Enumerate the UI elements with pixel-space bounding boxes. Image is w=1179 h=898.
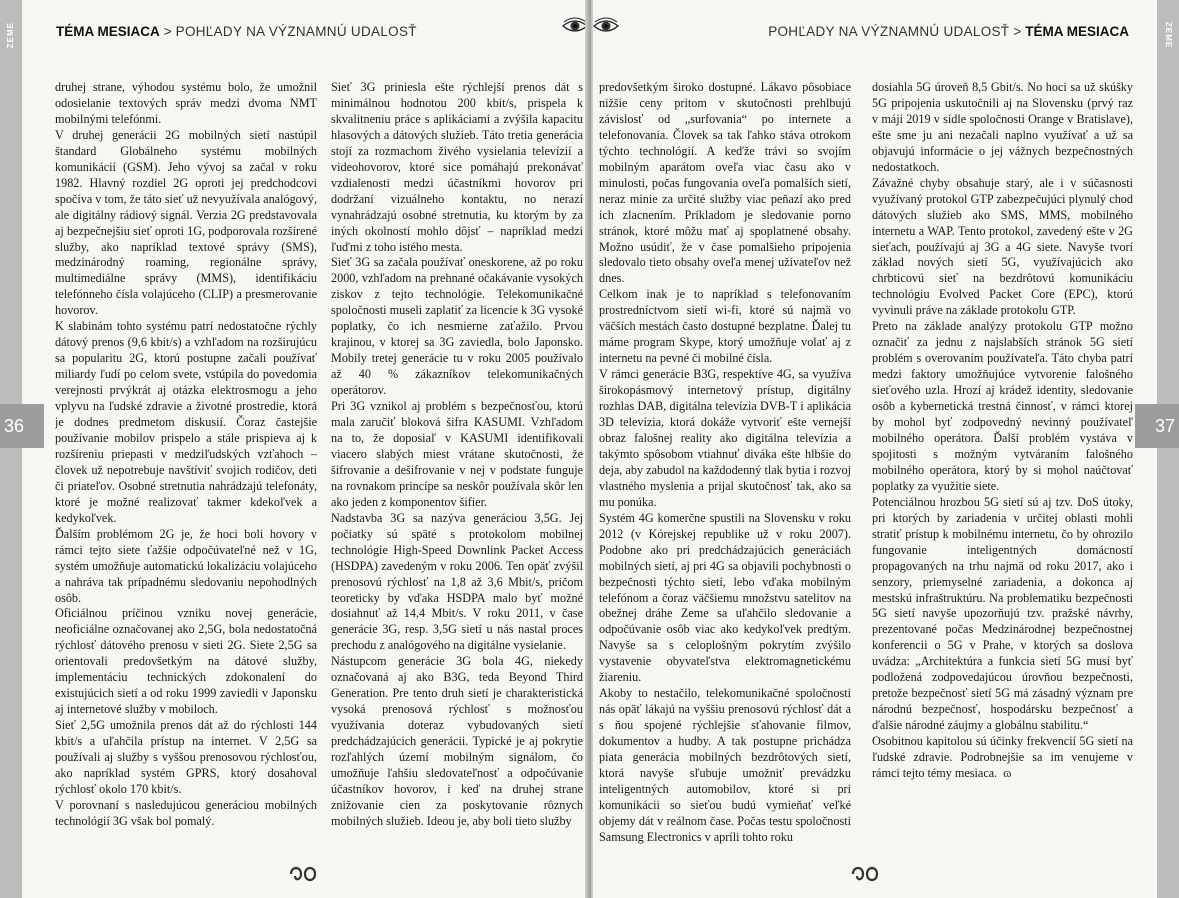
header-separator: > — [1013, 24, 1022, 39]
paragraph: Celkom inak je to napríklad s telefonovaním prostredníctvom sietí wi-fi, ktoré sú najmä vo väčších mestách často dostupné bezplatne. Ďalej tu máme program Skype, ktorý umožňuje volať aj z internetu na pevné či mobilné čísla. — [599, 287, 851, 366]
paragraph: Oficiálnou príčinou vzniku novej generácie, neoficiálne označovanej ako 2,5G, bola nedostatočná rýchlosť dátového prenosu v sieti 2G. Siete 2,5G sa orientovali predovšetkým na dátové služby, implementáciu technických zdokonalení do existujúcich sietí a od roku 1999 zaviedli v Japonsku aj internetové služby v mobiloch. — [55, 606, 317, 717]
paragraph: Sieť 2,5G umožnila prenos dát až do rýchlosti 144 kbit/s a uľahčila prístup na internet. V 2,5G sa používali aj služby s vyššou prenosovou rýchlosťou, ako napríklad systém GPRS, ktorý dosahoval rýchlosť okolo 170 kbit/s. — [55, 718, 317, 796]
paragraph: Nástupcom generácie 3G bola 4G, niekedy označovaná aj ako B3G, teda Beyond Third Generation. Pre tento druh sietí je charakteristická vysoká prenosová rýchlosť s možnosťou využívania doteraz vybudovaných sietí predchádzajúcich generácii. Typické je aj pokrytie rozľahlých území mobilným signálom, čo umožňuje ľahšiu sledovateľnosť a odpočúvanie účastníkov hovorov, i keď na druhej strane znižovanie cien za poskytovanie rôznych mobilných služieb. Ideou je, aby boli tieto služby — [331, 654, 583, 828]
eye-icon — [593, 17, 619, 35]
paragraph: Ďalším problémom 2G je, že hoci boli hovory v rámci tejto siete ťažšie odpočúvateľné než v 1G, systém umožňuje automatickú lokalizáciu volajúceho a nahráva tak prípadnému sledovaniu nepohodlných osôb. — [55, 526, 317, 605]
magazine-logo-icon — [288, 864, 318, 884]
paragraph: V rámci generácie B3G, respektíve 4G, sa využíva širokopásmový internetový prístup, digitálny rozhlas DAB, digitálna televízia DVB-T i aplikácia 3D televízia, ktorá dokáže vytvoriť ešte vernejší obraz falošnej reality ako digitálna televízia a takýmto spôsobom vtiahnuť diváka ešte hlbšie do deja, aby zabudol na každodenný tlak bytia i rozvoj vlastného myslenia a prijal skutočnosť tak, ako sa mu ponúka. — [599, 367, 851, 509]
paragraph: Osobitnou kapitolou sú účinky frekvencií 5G sietí na ľudské zdravie. Podrobnejšie sa im venujeme v rámci tejto témy mesiaca. ɷ — [872, 734, 1133, 780]
paragraph: Systém 4G komerčne spustili na Slovensku v roku 2012 (v Kórejskej republike už v roku 2007). Podobne ako pri predchádzajúcich generáciách mobilných sietí, aj pri 4G sa objavili pochybnosti o bezpečnosti týchto sietí, lebo vďaka mobilným telefónom a čoraz väčšiemu množstvu satelitov na obežnej dráhe Zeme sa uľahčilo sledovanie a odpočúvanie osôb viac ako kedykoľvek predtým. Navyše sa s celoplošným pokrytím zvýšilo vystavenie obyvateľstva elektromagnetickému žiareniu. — [599, 510, 851, 685]
right-edge-label: ZEME — [1164, 22, 1173, 49]
header-separator: > — [163, 24, 172, 39]
left-edge-label: ZEME — [6, 22, 15, 49]
paragraph: Pri 3G vznikol aj problém s bezpečnosťou, ktorú mala zaručiť bloková šifra KASUMI. Vzhľadom na to, že doposiaľ v KASUMI identifikovali viacero slabých miest vrátane skutočnosti, že šifrovanie a dešifrovanie v nej v podstate funguje na rovnakom princípe sa neskôr používala skôr len ako jeden z komponentov šifier. — [331, 399, 583, 509]
paragraph: Preto na základe analýzy protokolu GTP možno označiť za jednu z najslabších stránok 5G sietí problém s overovaním používateľa. Táto chyba patrí medzi faktory umožňujúce vytvorenie falošného sieťového uzla. Hrozí aj krádež identity, sledovanie osôb a kybernetická trestná činnosť, v rámci ktorej by mohol byť zodpovedný nevinný používateľ mobilného operátora. Ďalší problém vystáva v spojitosti s možným vytváraním falošného mobilného operátora, ktorý by si mohol naúčtovať poplatky za využitie siete. — [872, 319, 1133, 493]
left-running-header — [56, 24, 417, 39]
article-column-3 — [599, 80, 851, 850]
article-column-2 — [331, 80, 583, 850]
right-running-header — [768, 24, 1129, 39]
header-section-title: TÉMA MESIACA — [1025, 24, 1129, 39]
paragraph: Akoby to nestačilo, telekomunikačné spoločnosti nás opäť lákajú na vyššiu prenosovú rýchlosť dát a s ňou spojené rýchlejšie sťahovanie filmov, dokumentov a hudby. A tak postupne prichádza piata generácia mobilných bezdrôtových sietí, ktorá navyše sľubuje umožniť prevádzku inteligentných automobilov, ktoré si pri komunikácii so sieťou budú vymieňať veľké objemy dát v reálnom čase. Počas testu spoločnosti Samsung Electronics v apríli tohto roku — [599, 686, 851, 844]
paragraph: K slabinám tohto systému patrí nedostatočne rýchly dátový prenos (9,6 kbit/s) a vzhľadom na rozširujúcu sa popularitu 2G, ktorú postupne začali používať miliardy ľudí po celom svete, vstúpila do povedomia verejnosti prvýkrát aj otázka elektrosmogu a jeho vplyvu na ľudské zdravie a životné prostredie, ktorá je dodnes predmetom diskusií. Čoraz častejšie používanie mobilov prispelo a stále prispieva aj k rozšíreniu priepasti v medziľudských vzťahoch – človek už nepotrebuje navštíviť svojich rodičov, deti či priateľov. Osobné stretnutia nahrádzajú telefonáty, ktoré je možné realizovať takmer kdekoľvek a kedykoľvek. — [55, 319, 317, 525]
left-page — [0, 0, 589, 898]
paragraph: V porovnaní s nasledujúcou generáciou mobilných technológií 3G však bol pomalý. — [55, 797, 317, 828]
left-edge-tab — [0, 0, 22, 898]
paragraph: Sieť 3G priniesla ešte rýchlejší prenos dát s minimálnou hodnotou 200 kbit/s, prispela k skvalitneniu práce s aplikáciami a zvýšila kapacitu hlasových a dátových služieb. Táto tretia generácia stojí za rozmachom živého vysielania televízií a videohovorov, ktoré sice pomáhajú prekonávať vzdialenosti medzi účastníkmi hovorov pri dodržaní vizuálneho kontaktu, no nerazí vynahrádzajú osobné stretnutia, ku ktorým by za iných okolností mohlo dôjsť – napríklad medzi ľuďmi z toho istého mesta. — [331, 80, 583, 254]
paragraph: V druhej generácii 2G mobilných sietí nastúpil štandard Globálneho systému mobilných komunikácií (GSM). Jeho vývoj sa začal v roku 1982. Hlavný rozdiel 2G oproti jej predchodcovi spočíva v tom, že táto sieť už nevyužívala analógový, ale digitálny rádiový signál. Verzia 2G predstavovala aj bezpečnejšiu sieť oproti 1G, podporovala rozšírené služby, ako napríklad textové správy (SMS), medzinárodný roaming, regionálne správy, multimediálne správy (MMS), identifikáciu telefónneho čísla volajúceho (CLIP) a presmerovanie hovorov. — [55, 127, 317, 318]
right-page — [593, 0, 1179, 898]
paragraph: dosiahla 5G úroveň 8,5 Gbit/s. No hoci sa už skúšky 5G pripojenia uskutočnili aj na Slovensku (prvý raz v máji 2019 v sídle spoločnosti Orange v Bratislave), ešte sme ju ani nezačali naplno využívať a už sa objavujú informácie o jej vážnych bezpečnostných nedostatkoch. — [872, 80, 1133, 174]
paragraph: predovšetkým široko dostupné. Lákavo pôsobiace nižšie ceny pritom v skutočnosti prehlbujú závislosť od „surfovania“ po internete a telefonovania. Človek sa tak ľahko stáva otrokom týchto technológií. A keďže trávi so svojím mobilným aparátom oveľa viac času ako v minulosti, počas fungovania oveľa pomalších sietí, neraz minie za určité služby viac peňazí ako pred ich zlacnením. Príkladom je sledovanie porno stránok, ktoré môžu mať aj spoplatnené obsahy. Možno usúdiť, že v čase pomalšieho pripojenia sledovalo tieto obsahy oveľa menej užívateľov než dnes. — [599, 80, 851, 286]
header-subtitle: POHĽADY NA VÝZNAMNÚ UDALOSŤ — [768, 24, 1010, 39]
header-subtitle: POHĽADY NA VÝZNAMNÚ UDALOSŤ — [175, 24, 417, 39]
article-column-1 — [55, 80, 317, 850]
article-column-4 — [872, 80, 1133, 850]
magazine-logo-icon — [850, 864, 880, 884]
paragraph: Nadstavba 3G sa nazýva generáciou 3,5G. Jej počiatky sú späté s protokolom mobilnej technológie High-Speed Downlink Packet Access (HSDPA) zavedeným v roku 2006. Ten opäť zvýšil prenosovú rýchlosť na 1,8 až 3,6 Mbit/s, pričom teoreticky by vďaka HSDPA malo byť možné dosiahnuť až 14,4 Mbit/s. V roku 2011, v čase generácie 3G, resp. 3,5G sietí u nás nastal proces prechodu z analógového na digitálne vysielanie. — [331, 510, 583, 653]
header-section-title: TÉMA MESIACA — [56, 24, 160, 39]
end-mark: ɷ — [1003, 765, 1012, 780]
paragraph: Potenciálnou hrozbou 5G sietí sú aj tzv. DoS útoky, pri ktorých by zariadenia v určitej oblasti mohli stratiť prístup k mobilnému internetu, čo by ohrozilo fungovanie inteligentných domácností propagovaných na trhu najmä od roku 2017, ako i senzory, priemyselné zariadenia, a dokonca aj mestskú infraštruktúru. Na problematiku bezpečnosti 5G sietí navyše upozorňujú tzv. pražské návrhy, prezentované počas Medzinárodnej bezpečnostnej konferencii o 5G v Prahe, v ktorých sa doslova uvádza: „Architektúra a funkcia sietí 5G musí byť podložená zodpovedajúcou úrovňou bezpečnosti, pretože bezpečnosť sietí 5G má zásadný význam pre národnú bezpečnosť, hospodársku bezpečnosť a ďalšie národné záujmy a globálnu stabilitu.“ — [872, 494, 1133, 733]
right-edge-tab — [1157, 0, 1179, 898]
left-page-number: 36 — [0, 404, 44, 448]
paragraph: druhej strane, výhodou systému bolo, že umožnil odosielanie textových správ medzi dvoma NMT mobilnými telefónmi. — [55, 80, 317, 126]
paragraph: Závažné chyby obsahuje starý, ale i v súčasnosti využívaný protokol GTP zabezpečujúci plynulý chod dátových služieb ako SMS, MMS, mobilného internetu a WAP. Tento protokol, zavedený ešte v 2G sieťach, používajú aj 3G a 4G siete. Navyše tvorí základ nových sietí 5G, využívajúcich ako chrbticovú sieť na bezdrôtovú komunikáciu technológiu Evolved Packet Core (EPC), ktorú vyvinuli práve na základe protokolu GTP. — [872, 175, 1133, 318]
paragraph: Sieť 3G sa začala používať oneskorene, až po roku 2000, vzhľadom na prehnané očakávanie vysokých ziskov z tejto technológie. Telekomunikačné spoločnosti museli zaplatiť za licencie k 3G vysoké poplatky, čo ich nesmierne zaťažilo. Prvou krajinou, v ktorej sa 3G zaviedla, bolo Japonsko. Mobily tretej generácie tu v roku 2005 používalo až 40 % zákazníkov telekomunikačných operátorov. — [331, 255, 583, 398]
right-page-number: 37 — [1135, 404, 1179, 448]
